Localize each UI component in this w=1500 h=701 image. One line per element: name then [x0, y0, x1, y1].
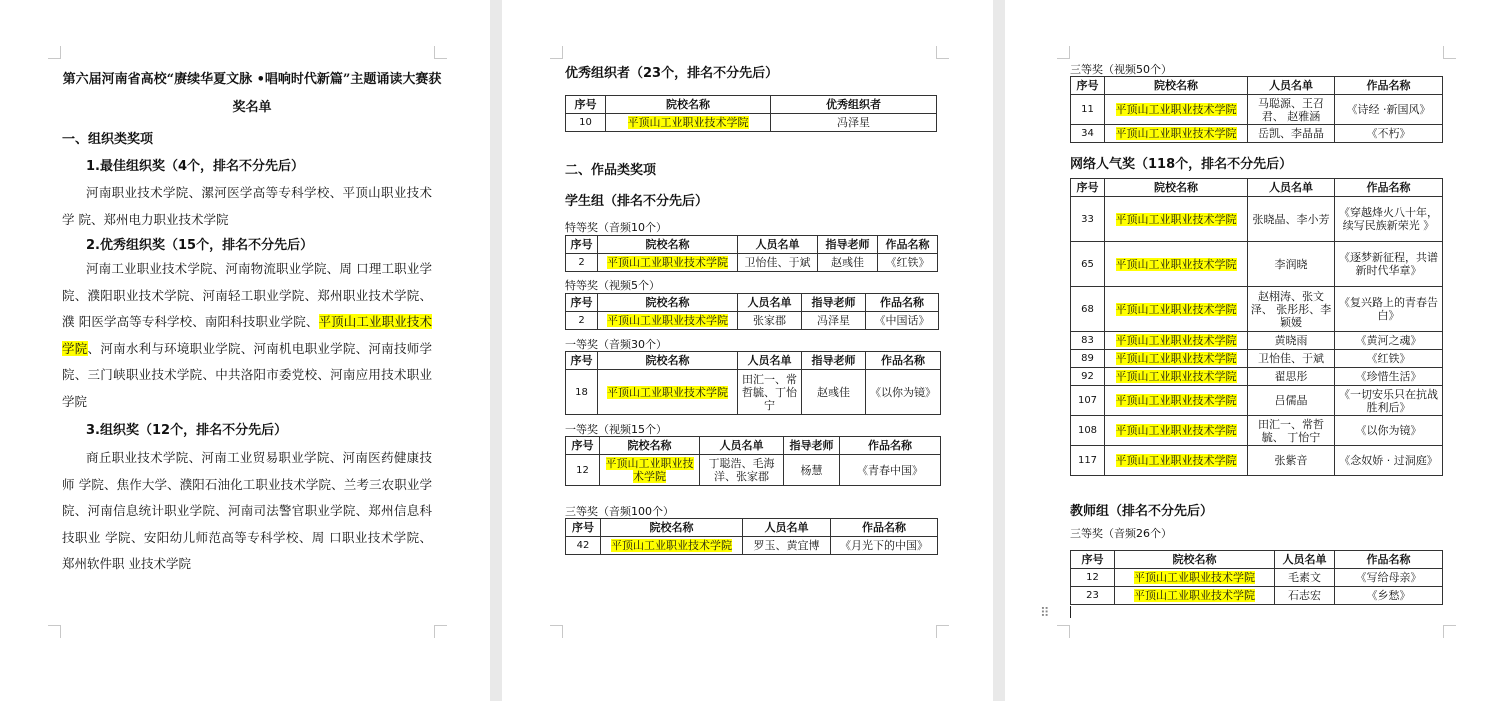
cell-members: 张家郡: [738, 312, 802, 330]
table-header-row: [1071, 551, 1443, 569]
cell-index: 42: [566, 537, 601, 555]
cell-school: [1105, 242, 1248, 287]
cell-school: [601, 537, 743, 555]
cell-members: 毛素文: [1275, 569, 1335, 587]
col-header: 序号: [1071, 551, 1115, 569]
col-header: 人员名单: [1248, 179, 1335, 197]
cell-members: 卫怡佳、于斌: [738, 254, 818, 272]
margin-mark: [1057, 46, 1070, 59]
highlighted-school: 平顶山工业职业技术学院: [1115, 302, 1237, 316]
col-header: 院校名称: [601, 519, 743, 537]
highlighted-school: 平顶山工业职业技术学院: [1134, 589, 1255, 602]
table-row: [1071, 569, 1443, 587]
col-header: 人员名单: [743, 519, 831, 537]
award-heading-excellent-organization: 2.优秀组织奖（15个，排名不分先后）: [86, 238, 314, 253]
caption-first-video: 一等奖（视频15个）: [565, 423, 667, 436]
table-row: [566, 254, 938, 272]
cell-index: 18: [566, 370, 598, 415]
cell-school: [1105, 95, 1248, 125]
table-row: [1071, 125, 1443, 143]
heading-teacher-group: 教师组（排名不分先后）: [1070, 504, 1214, 519]
cell-advisor: 赵彧佳: [802, 370, 866, 415]
table-header-row: [1071, 179, 1443, 197]
col-header: 作品名称: [1335, 179, 1443, 197]
col-header: 人员名单: [738, 236, 818, 254]
teacher-award-table: [1070, 550, 1443, 605]
highlighted-school: 平顶山工业职业技术学院: [1115, 212, 1237, 226]
cell-school: [1105, 332, 1248, 350]
col-header: 作品名称: [831, 519, 938, 537]
cell-work: 《珍惜生活》: [1335, 368, 1443, 386]
highlighted-school: 平顶山工业职业技术学院: [1115, 454, 1237, 467]
cell-school: [598, 312, 738, 330]
highlighted-school: 平顶山工业职业技术学院: [605, 457, 694, 483]
margin-mark: [936, 46, 949, 59]
table-row: [566, 537, 938, 555]
col-header: 指导老师: [802, 352, 866, 370]
table-header-row: [1071, 77, 1443, 95]
cell-work: 《念奴娇 · 过洞庭》: [1335, 446, 1443, 476]
margin-mark: [550, 625, 563, 638]
col-header: 序号: [1071, 179, 1105, 197]
caption-first-audio: 一等奖（音频30个）: [565, 338, 667, 351]
caption-third-audio: 三等奖（音频100个）: [565, 505, 674, 518]
cell-school: [606, 114, 771, 132]
margin-mark: [48, 46, 61, 59]
award-list-text: 河南工业职业技术学院、河南物流职业学院、周 口理工职业学院、濮阳职业技术学院、河南轻工职业学院、郑州职业技术学院、濮 阳医学高等专科学校、南阳科技职业学院、: [62, 261, 432, 329]
cell-school: [1115, 587, 1275, 605]
text-cursor: [1070, 606, 1071, 618]
highlighted-school: 平顶山工业职业技术学院: [1115, 352, 1237, 365]
highlighted-school: 平顶山工业职业技术学院: [1115, 103, 1237, 116]
col-header: 序号: [1071, 77, 1105, 95]
highlighted-school: 平顶山工业职业技术学院: [1115, 370, 1237, 383]
cell-advisor: 冯泽星: [802, 312, 866, 330]
first-audio-table: [565, 351, 941, 415]
table-header-row: [566, 96, 937, 114]
cell-members: 张紫音: [1248, 446, 1335, 476]
col-header: 作品名称: [866, 352, 941, 370]
cell-members: 黄晓雨: [1248, 332, 1335, 350]
cell-members: 赵栩涛、张文泽、 张彤彤、李颖媛: [1248, 287, 1335, 332]
col-header: 序号: [566, 437, 600, 455]
caption-third-video: 三等奖（视频50个）: [1070, 63, 1172, 76]
table-row: [1071, 587, 1443, 605]
cell-index: 11: [1071, 95, 1105, 125]
table-row: [1071, 416, 1443, 446]
cell-work: 《写给母亲》: [1335, 569, 1443, 587]
highlighted-school: 平顶山工业职业技术学院: [607, 314, 728, 327]
col-header: 作品名称: [840, 437, 941, 455]
document-title: 第六届河南省高校“赓续华夏文脉 •唱响时代新篇”主题诵读大赛获奖名单: [62, 72, 442, 115]
first-video-table: [565, 436, 941, 486]
table-row: [1071, 197, 1443, 242]
cell-work: 《一切安乐只在抗战胜利后》: [1335, 386, 1443, 416]
table-header-row: [566, 352, 941, 370]
cell-members: 卫怡佳、于斌: [1248, 350, 1335, 368]
col-header: 指导老师: [784, 437, 840, 455]
cell-members: 罗玉、黄宜博: [743, 537, 831, 555]
col-header: 院校名称: [1105, 179, 1248, 197]
table-row: [566, 312, 939, 330]
award-list-text: 、河南水利与环境职业学院、河南机电职业学院、河南技师学院、三门峡职业技术学院、中共洛阳市委党校、河南应用技术职业学院: [62, 340, 432, 409]
cell-index: 108: [1071, 416, 1105, 446]
cell-index: 12: [566, 455, 600, 486]
cell-index: 107: [1071, 386, 1105, 416]
cell-work: 《红铁》: [1335, 350, 1443, 368]
margin-mark: [434, 625, 447, 638]
col-header: 院校名称: [606, 96, 771, 114]
col-header: 作品名称: [1335, 77, 1443, 95]
cell-index: 10: [566, 114, 606, 132]
award-list-best-organization: 河南职业技术学院、漯河医学高等专科学校、平顶山职业技术学 院、郑州电力职业技术学院: [62, 185, 432, 227]
cell-members: 吕儒晶: [1248, 386, 1335, 416]
cell-work: 《红铁》: [878, 254, 938, 272]
cell-index: 89: [1071, 350, 1105, 368]
highlighted-school: 平顶山工业职业技术学院: [627, 116, 749, 129]
cell-school: [600, 455, 700, 486]
section-heading-works: 二、作品类奖项: [565, 163, 657, 178]
cell-members: 张晓晶、李小芳: [1248, 197, 1335, 242]
cell-index: 83: [1071, 332, 1105, 350]
caption-teacher-third-audio: 三等奖（音频26个）: [1070, 527, 1172, 540]
cell-index: 23: [1071, 587, 1115, 605]
highlighted-school: 平顶山工业职业技术学院: [1134, 571, 1255, 584]
cell-work: 《黄河之魂》: [1335, 332, 1443, 350]
cell-school: [1105, 197, 1248, 242]
table-row: [1071, 95, 1443, 125]
award-list-excellent-organization: [62, 256, 432, 415]
cell-members: 翟思彤: [1248, 368, 1335, 386]
col-header: 院校名称: [598, 236, 738, 254]
document-page-1: [0, 0, 490, 701]
special-video-table: [565, 293, 939, 330]
cell-school: [1105, 386, 1248, 416]
col-header: 院校名称: [1105, 77, 1248, 95]
col-header: 人员名单: [1275, 551, 1335, 569]
table-row: [566, 455, 941, 486]
col-header: 序号: [566, 519, 601, 537]
cell-members: 田汇一、常哲毓、 丁怡宁: [1248, 416, 1335, 446]
cell-advisor: 赵彧佳: [818, 254, 878, 272]
col-header: 院校名称: [600, 437, 700, 455]
margin-mark: [48, 625, 61, 638]
col-header: 院校名称: [598, 352, 738, 370]
cell-work: 《穿越烽火八十年，续写民族新荣光 》: [1335, 197, 1443, 242]
cell-index: 68: [1071, 287, 1105, 332]
table-header-row: [566, 294, 939, 312]
col-header: 优秀组织者: [771, 96, 937, 114]
table-header-row: [566, 437, 941, 455]
cell-index: 117: [1071, 446, 1105, 476]
popular-award-table: [1070, 178, 1443, 476]
caption-special-video: 特等奖（视频5个）: [565, 279, 660, 292]
col-header: 院校名称: [1115, 551, 1275, 569]
margin-mark: [550, 46, 563, 59]
third-audio-table: [565, 518, 938, 555]
document-page-3: [1005, 0, 1500, 701]
col-header: 作品名称: [866, 294, 939, 312]
table-row: [1071, 242, 1443, 287]
highlighted-school: 平顶山工业职业技术学院: [1115, 127, 1237, 140]
cell-school: [1105, 125, 1248, 143]
highlighted-school: 平顶山工业职业技术学院: [611, 539, 732, 552]
table-row: [1071, 287, 1443, 332]
cell-school: [1105, 350, 1248, 368]
table-header-row: [566, 236, 938, 254]
cell-advisor: 杨慧: [784, 455, 840, 486]
award-heading-best-organization: 1.最佳组织奖（4个，排名不分先后）: [86, 159, 305, 174]
table-row: [1071, 350, 1443, 368]
third-video-table: [1070, 76, 1443, 143]
cell-work: 《复兴路上的青春告白》: [1335, 287, 1443, 332]
cell-work: 《以你为镜》: [866, 370, 941, 415]
section-heading-organization: 一、组织类奖项: [62, 132, 154, 147]
cell-work: 《以你为镜》: [1335, 416, 1443, 446]
cell-members: 李润晓: [1248, 242, 1335, 287]
table-header-row: [566, 519, 938, 537]
cell-work: 《青春中国》: [840, 455, 941, 486]
col-header: 人员名单: [1248, 77, 1335, 95]
col-header: 序号: [566, 352, 598, 370]
highlighted-school: 平顶山工业职业技术学院: [1115, 257, 1237, 271]
col-header: 人员名单: [738, 352, 802, 370]
col-header: 指导老师: [818, 236, 878, 254]
col-header: 指导老师: [802, 294, 866, 312]
organizer-table: [565, 95, 937, 132]
highlighted-school: 平顶山工业职业技术学院: [607, 385, 728, 399]
col-header: 人员名单: [738, 294, 802, 312]
cell-work: 《乡愁》: [1335, 587, 1443, 605]
heading-popular-award: 网络人气奖（118个，排名不分先后）: [1070, 157, 1293, 172]
cell-index: 65: [1071, 242, 1105, 287]
cell-work: 《诗经 ·新国风》: [1335, 95, 1443, 125]
cell-index: 92: [1071, 368, 1105, 386]
cell-index: 34: [1071, 125, 1105, 143]
award-list-organization: 商丘职业技术学院、河南工业贸易职业学院、河南医药健康技师 学院、焦作大学、濮阳石油化工职业技术学院、兰考三农职业学院、河南信息统计职业学院、河南司法警官职业学院、郑州信息科技职业 学院、安阳幼儿师范高等专科学校、周 口职业技术学院、郑州软件职 业技术学院: [62, 450, 432, 571]
col-header: 序号: [566, 96, 606, 114]
cell-index: 12: [1071, 569, 1115, 587]
cell-work: 《中国话》: [866, 312, 939, 330]
cell-work: 《不朽》: [1335, 125, 1443, 143]
table-row: [1071, 368, 1443, 386]
heading-student-group: 学生组（排名不分先后）: [565, 194, 709, 209]
cell-school: [1115, 569, 1275, 587]
caption-special-audio: 特等奖（音频10个）: [565, 221, 667, 234]
highlighted-school: 平顶山工业职业技术学院: [1115, 424, 1237, 437]
table-row: [1071, 446, 1443, 476]
cell-school: [1105, 416, 1248, 446]
margin-mark: [1443, 46, 1456, 59]
cell-index: 2: [566, 254, 598, 272]
col-header: 作品名称: [1335, 551, 1443, 569]
document-page-2: [502, 0, 993, 701]
col-header: 作品名称: [878, 236, 938, 254]
highlighted-school: 平顶山工业职业技术学院: [1115, 394, 1237, 407]
highlighted-school: 平顶山工业职业技术学院: [62, 314, 432, 356]
heading-excellent-organizer: 优秀组织者（23个，排名不分先后）: [565, 66, 779, 81]
cell-members: 田汇一、常哲毓、丁怡宁: [738, 370, 802, 415]
margin-mark: [434, 46, 447, 59]
table-row: [566, 114, 937, 132]
table-row: [1071, 386, 1443, 416]
cell-school: [1105, 368, 1248, 386]
cell-work: 《逐梦新征程，共谱新时代华章》: [1335, 242, 1443, 287]
cell-index: 2: [566, 312, 598, 330]
table-row: [1071, 332, 1443, 350]
margin-mark: [1057, 625, 1070, 638]
col-header: 院校名称: [598, 294, 738, 312]
cell-members: 岳凯、李晶晶: [1248, 125, 1335, 143]
margin-mark: [936, 625, 949, 638]
cell-person: 冯泽星: [771, 114, 937, 132]
cell-index: 33: [1071, 197, 1105, 242]
special-audio-table: [565, 235, 938, 272]
highlighted-school: 平顶山工业职业技术学院: [1115, 334, 1237, 347]
cell-members: 马聪源、王召君、 赵雅涵: [1248, 95, 1335, 125]
margin-mark: [1443, 625, 1456, 638]
col-header: 人员名单: [700, 437, 784, 455]
cell-members: 石志宏: [1275, 587, 1335, 605]
cell-school: [598, 254, 738, 272]
cell-school: [1105, 287, 1248, 332]
cell-school: [598, 370, 738, 415]
col-header: 序号: [566, 294, 598, 312]
highlighted-school: 平顶山工业职业技术学院: [607, 256, 728, 269]
award-heading-organization: 3.组织奖（12个，排名不分先后）: [86, 423, 288, 438]
cell-school: [1105, 446, 1248, 476]
cell-members: 丁聪浩、毛海洋、张家郡: [700, 455, 784, 486]
cell-work: 《月光下的中国》: [831, 537, 938, 555]
drag-handle-icon[interactable]: ⠿: [1040, 606, 1050, 621]
table-row: [566, 370, 941, 415]
col-header: 序号: [566, 236, 598, 254]
